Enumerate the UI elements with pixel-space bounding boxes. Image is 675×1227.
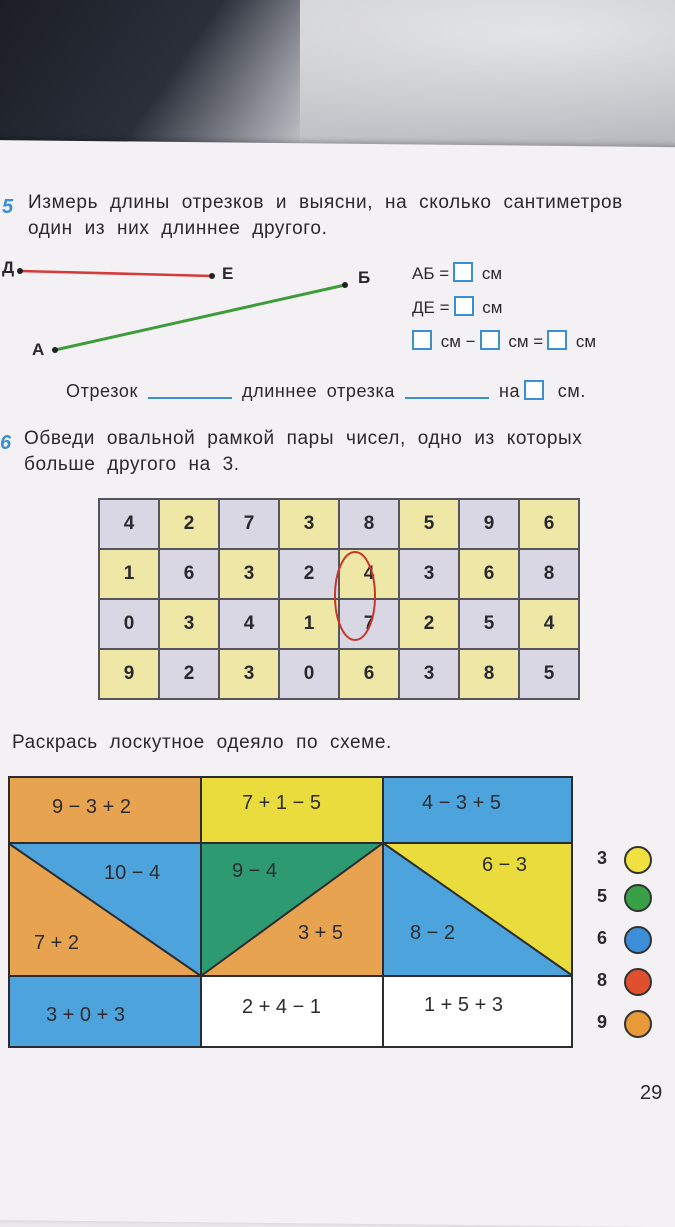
page-number: 29: [640, 1082, 663, 1104]
background-shadow: [0, 0, 300, 150]
segments-drawing: [0, 255, 380, 365]
legend-value: 9: [597, 1012, 608, 1032]
label-b: Б: [358, 268, 371, 287]
oval-mark: [335, 552, 375, 640]
grid-cell[interactable]: 3: [219, 649, 279, 699]
quilt-expr-mid-mid-lower: 3 + 5: [298, 922, 344, 944]
grid-cell[interactable]: 8: [519, 549, 579, 599]
quilt-title: Раскрась лоскутное одеяло по схеме.: [12, 732, 392, 753]
legend-value: 8: [597, 970, 608, 990]
quilt-expr-mid-right-upper: 6 − 3: [482, 854, 528, 876]
grid-row: [99, 649, 579, 699]
grid-cell[interactable]: 0: [99, 599, 159, 649]
grid-cell[interactable]: 1: [99, 549, 159, 599]
point-d: [17, 268, 23, 274]
legend-item: [597, 846, 657, 872]
task-5-text-line1: Измерь длины отрезков и выясни, на сколько сантиметров: [28, 192, 623, 213]
grid-cell[interactable]: 2: [159, 499, 219, 549]
grid-cell[interactable]: 5: [459, 599, 519, 649]
point-e: [209, 273, 215, 279]
drawn-oval: [330, 548, 380, 644]
quilt-expr-mid-mid-upper: 9 − 4: [232, 860, 278, 882]
grid-cell[interactable]: 8: [459, 649, 519, 699]
grid-cell[interactable]: 3: [399, 649, 459, 699]
eq-de-unit: см: [482, 298, 503, 317]
quilt-expr-mid-left-lower: 7 + 2: [34, 932, 80, 954]
legend-color-yellow: [624, 846, 652, 874]
legend-value: 3: [597, 848, 608, 868]
grid-row: [99, 499, 579, 549]
answer-box-diff-1[interactable]: [412, 330, 432, 350]
point-a: [52, 347, 58, 353]
answer-part3: на: [499, 381, 521, 401]
quilt-expr-bot-left: 3 + 0 + 3: [46, 1004, 125, 1026]
grid-cell[interactable]: 7: [339, 599, 399, 649]
task-6-text-line2: больше другого на 3.: [24, 454, 240, 475]
answer-box-de[interactable]: [454, 296, 474, 316]
grid-cell[interactable]: 5: [399, 499, 459, 549]
equation-ab: [412, 262, 502, 284]
quilt-expr-bot-right: 1 + 5 + 3: [424, 994, 503, 1016]
grid-cell[interactable]: 6: [159, 549, 219, 599]
grid-cell[interactable]: 4: [339, 549, 399, 599]
task-5-text-line2: один из них длиннее другого.: [28, 218, 328, 239]
eq-diff-unit2: см =: [508, 332, 544, 351]
grid-cell[interactable]: 2: [399, 599, 459, 649]
legend-item: [597, 968, 657, 994]
quilt-expr-mid-right-lower: 8 − 2: [410, 922, 456, 944]
quilt-expr-bot-mid: 2 + 4 − 1: [242, 996, 321, 1018]
legend-item: [597, 926, 657, 952]
legend-color-orange: [624, 1010, 652, 1038]
legend-value: 6: [597, 928, 608, 948]
grid-cell[interactable]: 7: [219, 499, 279, 549]
grid-cell[interactable]: 2: [279, 549, 339, 599]
label-a: А: [32, 340, 45, 359]
eq-ab-unit: см: [481, 264, 503, 283]
grid-cell[interactable]: 4: [219, 599, 279, 649]
grid-cell[interactable]: 2: [159, 649, 219, 699]
grid-cell[interactable]: 4: [519, 599, 579, 649]
answer-blank-2[interactable]: [405, 397, 489, 399]
grid-cell[interactable]: 5: [519, 649, 579, 699]
grid-cell[interactable]: 1: [279, 599, 339, 649]
answer-part2: длиннее отрезка: [242, 381, 395, 401]
label-d: Д: [2, 258, 15, 277]
eq-diff-unit3: см: [575, 332, 597, 351]
task-5-answer-line: [66, 380, 586, 402]
answer-part1: Отрезок: [66, 381, 139, 401]
quilt-expr-top-mid: 7 + 1 − 5: [242, 792, 321, 814]
grid-cell[interactable]: 4: [99, 499, 159, 549]
answer-blank-1[interactable]: [148, 397, 232, 399]
grid-cell[interactable]: 3: [159, 599, 219, 649]
task-6-number: 6: [0, 432, 12, 454]
eq-diff-unit1: см −: [440, 332, 476, 351]
eq-de-name: ДЕ =: [412, 298, 450, 317]
quilt-expr-top-left: 9 − 3 + 2: [52, 796, 131, 818]
grid-cell[interactable]: 3: [399, 549, 459, 599]
answer-box-final[interactable]: [524, 380, 544, 400]
segment-ab: [55, 285, 345, 350]
label-e: Е: [222, 264, 234, 283]
grid-cell[interactable]: 6: [519, 499, 579, 549]
grid-cell[interactable]: 6: [339, 649, 399, 699]
equation-difference: [408, 330, 596, 352]
task-6-text-line1: Обведи овальной рамкой пары чисел, одно из которых: [24, 428, 583, 449]
segment-de: [20, 271, 212, 276]
equation-de: [412, 296, 502, 318]
quilt-expr-top-right: 4 − 3 + 5: [422, 792, 501, 814]
grid-cell[interactable]: 3: [219, 549, 279, 599]
grid-cell[interactable]: 0: [279, 649, 339, 699]
grid-cell[interactable]: 8: [339, 499, 399, 549]
quilt-expr-mid-left-upper: 10 − 4: [104, 862, 161, 884]
legend-item: [597, 884, 657, 910]
grid-cell[interactable]: 9: [99, 649, 159, 699]
legend-item: [597, 1010, 657, 1036]
legend-color-blue: [624, 926, 652, 954]
grid-cell[interactable]: 6: [459, 549, 519, 599]
answer-box-diff-2[interactable]: [480, 330, 500, 350]
legend-color-red: [624, 968, 652, 996]
grid-cell[interactable]: 3: [279, 499, 339, 549]
answer-part4: см.: [557, 381, 586, 401]
grid-cell[interactable]: 9: [459, 499, 519, 549]
legend-color-green: [624, 884, 652, 912]
point-b: [342, 282, 348, 288]
eq-ab-name: АБ =: [412, 264, 450, 283]
answer-box-diff-3[interactable]: [547, 330, 567, 350]
legend-value: 5: [597, 886, 608, 906]
answer-box-ab[interactable]: [453, 262, 473, 282]
task-5-number: 5: [2, 196, 14, 218]
